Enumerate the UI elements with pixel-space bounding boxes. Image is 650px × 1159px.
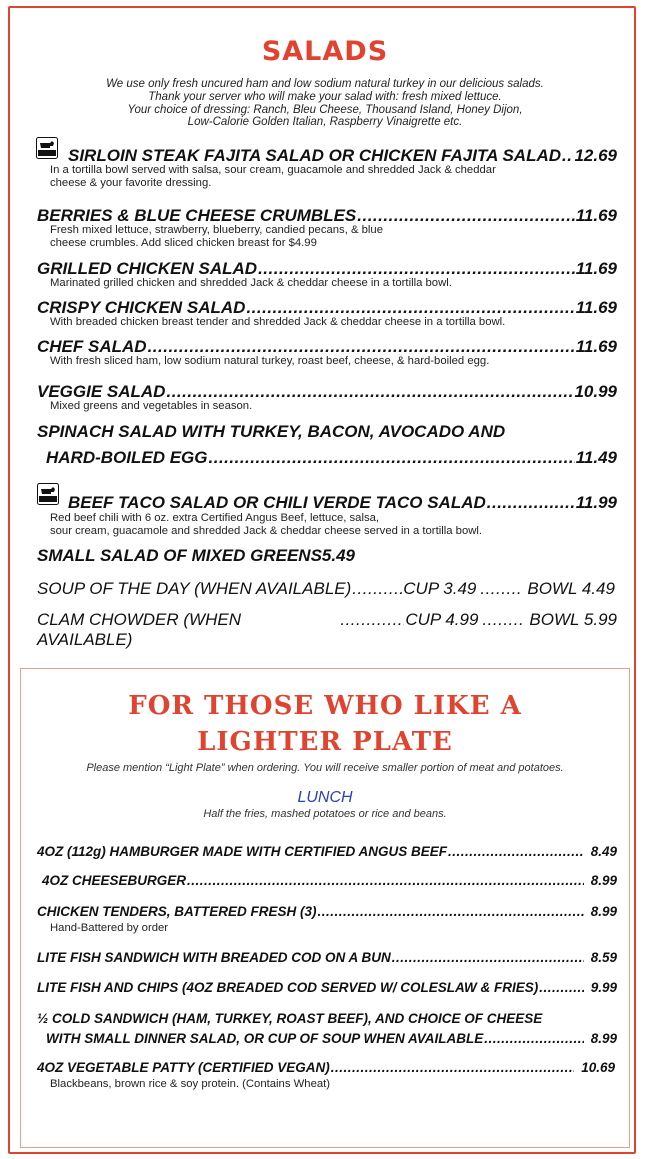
item-name: SMALL SALAD OF MIXED GREENS5.49 xyxy=(37,546,356,565)
item-description xyxy=(50,355,600,368)
leader-dots xyxy=(448,844,584,859)
menu-item xyxy=(37,950,617,965)
leader-dots xyxy=(562,146,573,166)
item-name: SOUP OF THE DAY (WHEN AVAILABLE) xyxy=(37,579,352,598)
intro-line: Low-Calorie Golden Italian, Raspberry Vinaigrette etc. xyxy=(187,116,463,129)
leader-dots xyxy=(209,448,575,468)
title-line: FOR THOSE WHO LIKE A xyxy=(128,691,522,721)
salads-title: SALADS xyxy=(261,36,389,67)
item-name: CRISPY CHICKEN SALAD xyxy=(37,298,246,317)
menu-item xyxy=(37,980,617,995)
leader-dots xyxy=(166,382,573,402)
leader-dots xyxy=(484,1031,583,1046)
item-price: 8.49 xyxy=(590,844,617,859)
lunch-label: LUNCH xyxy=(297,789,353,806)
item-price: 8.59 xyxy=(590,950,617,965)
item-price: 12.69 xyxy=(574,146,617,165)
item-description xyxy=(50,400,600,413)
menu-item xyxy=(37,844,617,859)
item-name: CHICKEN TENDERS, BATTERED FRESH (3) xyxy=(37,904,317,919)
leader-dots xyxy=(187,873,584,888)
item-name: CLAM CHOWDER (WHEN AVAILABLE) xyxy=(37,610,241,649)
item-price: 11.69 xyxy=(575,259,617,278)
intro-line: We use only fresh uncured ham and low sodium natural turkey in our delicious salads. xyxy=(106,78,544,90)
item-price: 10.69 xyxy=(581,1060,615,1075)
item-name: WITH SMALL DINNER SALAD, OR CUP OF SOUP WHEN AVAILABLE xyxy=(46,1031,484,1046)
item-description: Hand-Battered by order xyxy=(50,922,169,934)
leader-dots xyxy=(357,206,574,226)
desc-line: Fresh mixed lettuce, strawberry, blueberry, candied pecans, & blue xyxy=(50,224,383,236)
item-name: GRILLED CHICKEN SALAD xyxy=(37,259,258,278)
desc-line: cheese & your favorite dressing. xyxy=(50,177,212,189)
menu-item xyxy=(68,146,617,166)
leader-dots xyxy=(487,493,575,513)
leader-dots xyxy=(480,579,522,599)
item-name: HARD-BOILED EGG xyxy=(46,448,208,467)
menu-item xyxy=(37,610,617,650)
item-name: SPINACH SALAD WITH TURKEY, BACON, AVOCADO AND xyxy=(37,422,506,441)
item-name: BEEF TACO SALAD OR CHILI VERDE TACO SALAD xyxy=(68,493,486,512)
menu-item-continued xyxy=(46,448,617,468)
menu-item xyxy=(37,382,617,402)
desc-line: Mixed greens and vegetables in season. xyxy=(50,400,253,412)
item-name: LITE FISH AND CHIPS (4OZ BREADED COD SERVED W/ COLESLAW & FRIES) xyxy=(37,980,539,995)
menu-item xyxy=(37,1011,617,1026)
intro-line: Your choice of dressing: Ranch, Bleu Cheese, Thousand Island, Honey Dijon, xyxy=(127,103,523,116)
item-price: 11.99 xyxy=(575,493,617,512)
item-price: 11.69 xyxy=(575,206,617,225)
menu-item xyxy=(37,206,617,226)
leader-dots xyxy=(318,904,584,919)
item-price: 11.49 xyxy=(575,448,617,467)
menu-item xyxy=(68,493,617,513)
lunch-note: Half the fries, mashed potatoes or rice and beans. xyxy=(203,808,447,820)
menu-item xyxy=(37,298,617,318)
menu-item-continued xyxy=(46,1031,617,1046)
item-price: 8.99 xyxy=(590,1031,617,1046)
item-description xyxy=(50,512,600,538)
leader-dots xyxy=(482,610,524,630)
menu-item xyxy=(37,904,617,919)
certified-angus-beef-icon xyxy=(36,137,58,159)
menu-item xyxy=(37,579,617,599)
leader-dots xyxy=(352,579,402,599)
desc-line: In a tortilla bowl served with salsa, sour cream, guacamole and shredded Jack & cheddar xyxy=(50,164,496,176)
light-plate-note: Please mention “Light Plate” when ordering. You will receive smaller portion of meat and potatoes. xyxy=(86,762,564,774)
leader-dots xyxy=(392,950,584,965)
item-description: Blackbeans, brown rice & soy protein. (Contains Wheat) xyxy=(50,1078,331,1090)
cup-price: CUP 4.99 xyxy=(405,610,479,629)
leader-dots xyxy=(258,259,575,279)
leader-dots xyxy=(246,298,574,318)
bowl-price: BOWL 4.49 xyxy=(527,579,615,598)
item-price: 8.99 xyxy=(590,904,617,919)
desc-line: Red beef chili with 6 oz. extra Certified Angus Beef, lettuce, salsa, xyxy=(50,512,380,524)
salads-intro xyxy=(0,78,650,129)
menu-item xyxy=(37,337,617,357)
leader-dots xyxy=(331,1060,574,1075)
item-name: VEGGIE SALAD xyxy=(37,382,166,401)
leader-dots xyxy=(539,980,583,995)
cup-price: CUP 3.49 xyxy=(403,579,477,598)
item-name: LITE FISH SANDWICH WITH BREADED COD ON A BUN xyxy=(37,950,391,965)
item-description xyxy=(50,164,600,190)
menu-item xyxy=(37,546,617,566)
item-name: CHEF SALAD xyxy=(37,337,147,356)
item-price: 9.99 xyxy=(590,980,617,995)
item-name: 4OZ VEGETABLE PATTY (CERTIFIED VEGAN) xyxy=(37,1060,330,1075)
item-name: 4OZ CHEESEBURGER xyxy=(42,873,187,888)
certified-angus-beef-icon xyxy=(37,483,59,505)
lighter-plate-title xyxy=(0,688,650,760)
title-line: LIGHTER PLATE xyxy=(197,727,453,757)
leader-dots xyxy=(340,610,404,630)
item-description xyxy=(50,224,600,250)
item-price: 8.99 xyxy=(590,873,617,888)
bowl-price: BOWL 5.99 xyxy=(529,610,617,629)
intro-line: Thank your server who will make your salad with: fresh mixed lettuce. xyxy=(148,90,502,103)
item-description xyxy=(50,316,600,329)
desc-line: cheese crumbles. Add sliced chicken breast for $4.99 xyxy=(50,237,317,249)
item-name: 4OZ (112g) HAMBURGER MADE WITH CERTIFIED ANGUS BEEF xyxy=(37,844,448,859)
leader-dots xyxy=(148,337,575,357)
desc-line: With fresh sliced ham, low sodium natural turkey, roast beef, cheese, & hard-boiled egg. xyxy=(50,355,490,367)
menu-item xyxy=(37,422,617,442)
item-name: BERRIES & BLUE CHEESE CRUMBLES xyxy=(37,206,357,225)
desc-line: With breaded chicken breast tender and shredded Jack & cheddar cheese in a tortilla bowl. xyxy=(50,316,506,328)
item-price: 10.99 xyxy=(574,382,617,401)
desc-line: sour cream, guacamole and shredded Jack & cheddar cheese served in a tortilla bowl. xyxy=(50,525,483,537)
menu-item xyxy=(42,873,617,888)
desc-line: Marinated grilled chicken and shredded Jack & cheddar cheese in a tortilla bowl. xyxy=(50,277,452,289)
item-name: ½ COLD SANDWICH (HAM, TURKEY, ROAST BEEF), AND CHOICE OF CHEESE xyxy=(37,1011,543,1026)
item-price: 11.69 xyxy=(575,298,617,317)
item-price: 11.69 xyxy=(575,337,617,356)
menu-item xyxy=(37,1060,615,1075)
menu-item xyxy=(37,259,617,279)
item-name: SIRLOIN STEAK FAJITA SALAD OR CHICKEN FAJITA SALAD xyxy=(68,146,562,165)
item-description xyxy=(50,277,600,290)
